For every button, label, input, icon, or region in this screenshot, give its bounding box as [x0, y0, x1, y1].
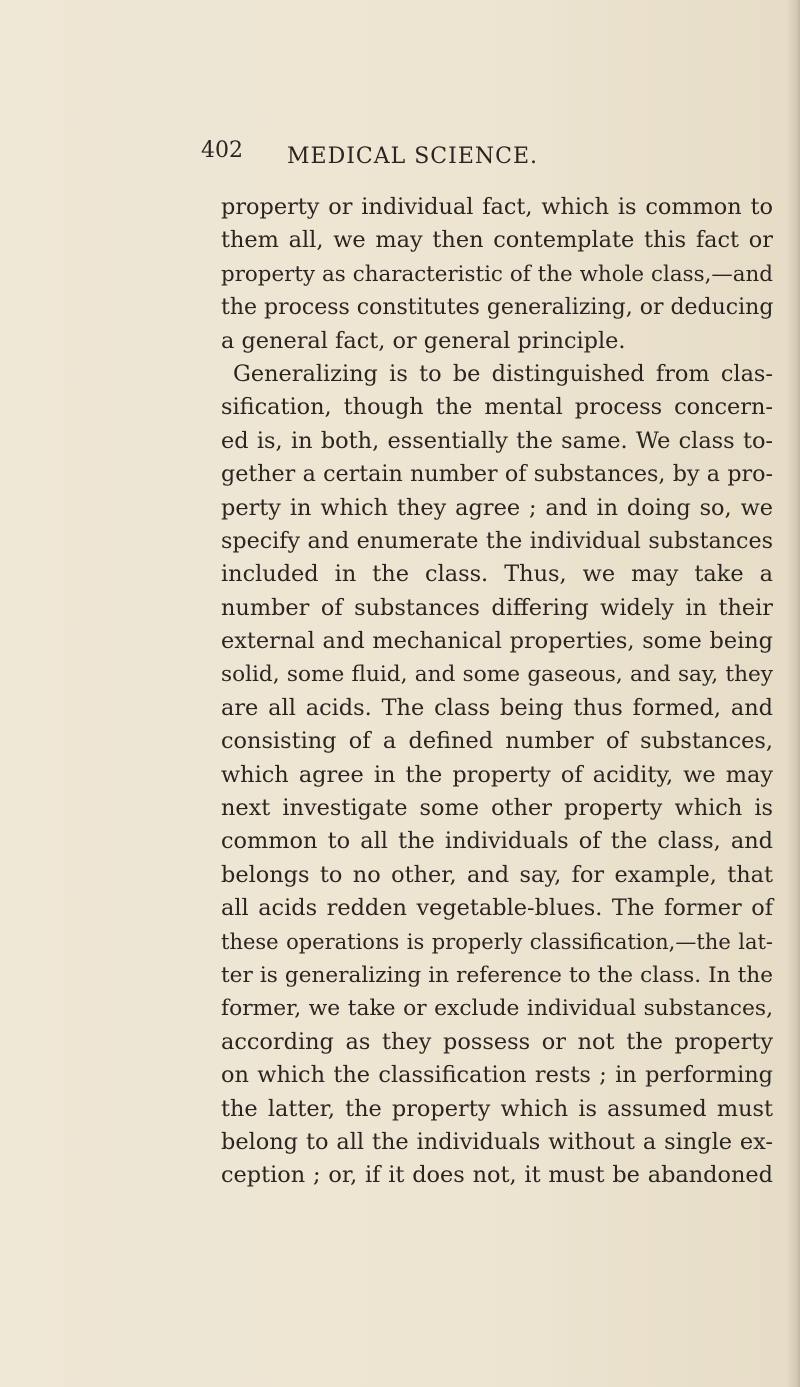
- text-line: a general fact, or general principle.: [221, 327, 626, 354]
- text-line: are all acids. The class being thus formed, and: [221, 694, 773, 721]
- text-line: consisting of a defined number of substances,: [221, 728, 773, 755]
- text-line: next investigate some other property which is: [221, 795, 773, 822]
- text-line: former, we take or exclude individual substances,: [221, 996, 773, 1022]
- text-line: ception ; or, if it does not, it must be abandoned: [221, 1162, 773, 1189]
- text-line: them all, we may then contemplate this fact or: [221, 227, 773, 254]
- page-edge-shadow: [786, 0, 800, 1387]
- text-line: perty in which they agree ; and in doing so, we: [221, 494, 773, 521]
- text-line: ed is, in both, essentially the same. We class to-: [221, 427, 773, 454]
- text-line: common to all the individuals of the class, and: [221, 828, 773, 855]
- text-line: external and mechanical properties, some being: [221, 628, 773, 655]
- text-line: included in the class. Thus, we may take a: [221, 561, 773, 588]
- text-line: these operations is properly classification,—the lat-: [221, 929, 773, 954]
- text-line: on which the classification rests ; in performing: [221, 1062, 773, 1089]
- text-line: gether a certain number of substances, by a pro-: [221, 461, 773, 488]
- text-line: all acids redden vegetable-blues. The former of: [221, 895, 773, 922]
- text-line: specify and enumerate the individual substances: [221, 527, 773, 554]
- text-line: which agree in the property of acidity, we may: [221, 761, 773, 788]
- text-line: solid, some fluid, and some gaseous, and say, they: [221, 662, 773, 688]
- text-line: belongs to no other, and say, for example, that: [221, 861, 773, 888]
- page-number: 402: [201, 138, 243, 163]
- running-title: MEDICAL SCIENCE.: [287, 144, 539, 169]
- text-line: sification, though the mental process concern-: [221, 394, 773, 421]
- body-text: [221, 191, 773, 1193]
- text-line: the latter, the property which is assumed must: [221, 1095, 773, 1122]
- text-line: Generalizing is to be distinguished from clas-: [233, 360, 773, 387]
- text-line: the process constitutes generalizing, or deducing: [221, 295, 774, 321]
- text-line: number of substances differing widely in their: [221, 594, 773, 621]
- text-line: property or individual fact, which is common to: [221, 194, 773, 220]
- text-line: ter is generalizing in reference to the class. In the: [221, 962, 773, 988]
- text-line: property as characteristic of the whole class,—and: [221, 261, 773, 287]
- text-line: belong to all the individuals without a single ex-: [221, 1128, 773, 1155]
- text-line: according as they possess or not the property: [221, 1028, 773, 1055]
